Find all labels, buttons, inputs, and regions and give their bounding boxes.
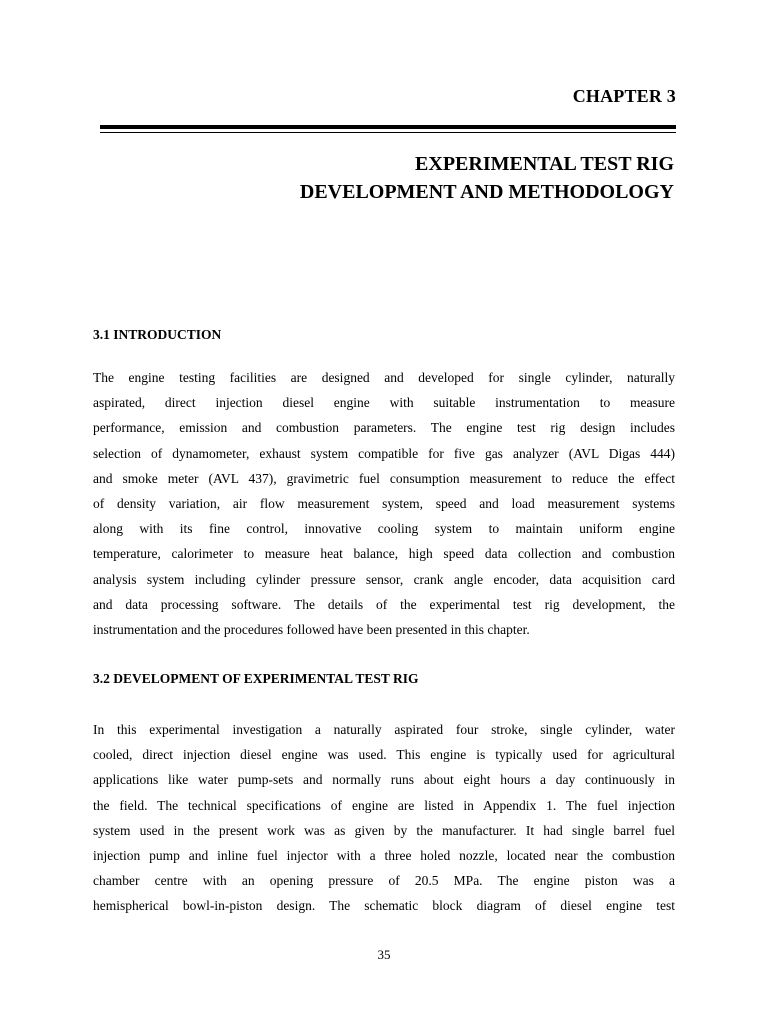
paragraph-line: analysis system including cylinder pressure sensor, crank angle encoder, data acquisition card xyxy=(93,571,675,587)
development-paragraph xyxy=(93,717,675,919)
section-heading-introduction: 3.1 INTRODUCTION xyxy=(93,327,222,342)
paragraph-line: performance, emission and combustion parameters. The engine test rig design includes xyxy=(93,420,675,436)
paragraph-line: The engine testing facilities are designed and developed for single cylinder, naturally xyxy=(93,370,675,385)
paragraph-line: and smoke meter (AVL 437), gravimetric fuel consumption measurement to reduce the effect xyxy=(93,470,675,486)
header-rule-thin xyxy=(100,132,676,133)
paragraph-line: the field. The technical specifications of engine are listed in Appendix 1. The fuel injection xyxy=(93,797,675,813)
paragraph-line: selection of dynamometer, exhaust system compatible for five gas analyzer (AVL Digas 444) xyxy=(93,445,675,461)
paragraph-line: cooled, direct injection diesel engine was used. This engine is typically used for agricultural xyxy=(93,747,675,763)
chapter-title xyxy=(114,150,674,206)
paragraph-line: aspirated, direct injection diesel engine with suitable instrumentation to measure xyxy=(93,395,675,411)
header-rule-thick xyxy=(100,125,676,129)
paragraph-line: along with its fine control, innovative cooling system to maintain uniform engine xyxy=(93,521,675,537)
chapter-label: CHAPTER 3 xyxy=(572,86,676,106)
paragraph-line: In this experimental investigation a naturally aspirated four stroke, single cylinder, water xyxy=(93,722,675,737)
paragraph-line: chamber centre with an opening pressure of 20.5 MPa. The engine piston was a xyxy=(93,873,675,889)
paragraph-line: applications like water pump-sets and normally runs about eight hours a day continuously in xyxy=(93,772,675,788)
paragraph-line: temperature, calorimeter to measure heat balance, high speed data collection and combustion xyxy=(93,546,675,562)
paragraph-line: of density variation, air flow measurement system, speed and load measurement systems xyxy=(93,496,675,512)
introduction-paragraph xyxy=(93,365,675,642)
paragraph-line: instrumentation and the procedures followed have been presented in this chapter. xyxy=(93,622,530,638)
chapter-title-line-1: EXPERIMENTAL TEST RIG xyxy=(415,153,674,175)
chapter-title-line-2: DEVELOPMENT AND METHODOLOGY xyxy=(299,181,674,203)
paragraph-line: system used in the present work was as given by the manufacturer. It had single barrel fuel xyxy=(93,822,675,838)
paragraph-line: hemispherical bowl-in-piston design. The schematic block diagram of diesel engine test xyxy=(93,898,675,914)
section-heading-development: 3.2 DEVELOPMENT OF EXPERIMENTAL TEST RIG xyxy=(93,671,419,686)
paragraph-line: and data processing software. The details of the experimental test rig development, the xyxy=(93,596,675,612)
paragraph-line: injection pump and inline fuel injector with a three holed nozzle, located near the combustion xyxy=(93,848,675,864)
page-number: 35 xyxy=(377,947,391,962)
